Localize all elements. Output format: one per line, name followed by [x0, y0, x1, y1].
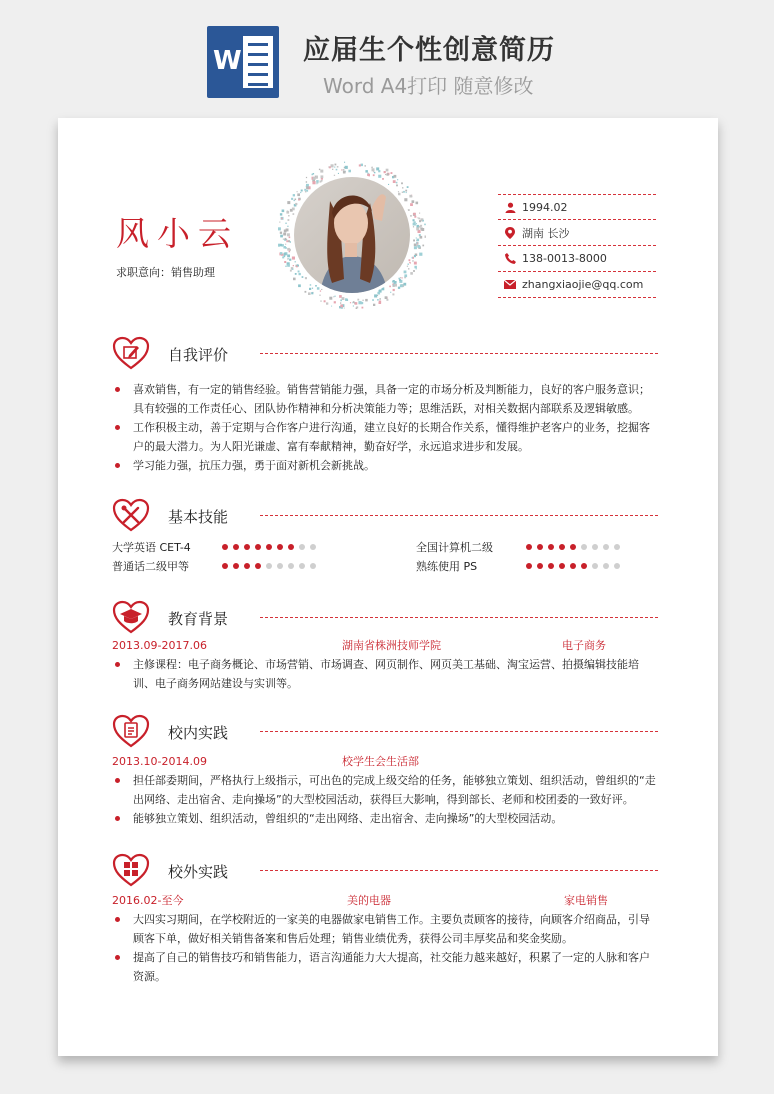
contact-birth [498, 194, 656, 220]
skill-dot [548, 563, 554, 569]
section-divider [260, 353, 658, 354]
skill-dot [310, 544, 316, 550]
campus-org: 校学生会生活部 [342, 755, 419, 768]
education-school: 湖南省株洲技师学院 [342, 639, 441, 652]
grid-icon [112, 853, 150, 891]
external-period: 2016.02-至今 [112, 894, 184, 907]
campus-meta [112, 752, 658, 771]
skill-row [112, 556, 316, 575]
section-header-external [112, 853, 658, 887]
skill-dot [255, 544, 261, 550]
campus-block [112, 752, 658, 828]
skill-row [416, 537, 620, 556]
external-meta [112, 891, 658, 910]
contact-email[interactable] [498, 272, 656, 298]
section-divider [260, 617, 658, 618]
external-role: 家电销售 [564, 894, 608, 907]
section-title: 基本技能 [168, 508, 229, 526]
person-icon [498, 202, 522, 213]
skill-dot [548, 544, 554, 550]
skill-dot [277, 563, 283, 569]
skill-label: 熟练使用 PS [416, 559, 478, 573]
contact-list [498, 194, 656, 298]
skill-level-dots [526, 563, 620, 569]
skill-dot [299, 563, 305, 569]
skill-dot [277, 544, 283, 550]
skill-dot [222, 544, 228, 550]
list-item: 大四实习期间，在学校附近的一家美的电器做家电销售工作。主要负责顾客的接待，向顾客介绍商品，引导顾客下单，做好相关销售备案和售后处理；销售业绩优秀，获得公司丰厚奖品和奖金奖励。 [112, 910, 658, 948]
contact-phone [498, 246, 656, 272]
banner-title: 应届生个性创意简历 [303, 35, 555, 66]
word-icon [207, 26, 279, 98]
skill-dot [526, 544, 532, 550]
external-block [112, 891, 658, 986]
list-item: 喜欢销售，有一定的销售经验。销售营销能力强，具备一定的市场分析及判断能力，良好的客户服务意识；具有较强的工作责任心、团队协作精神和分析决策能力等；思维活跃，对相关数据内部联系及逻辑敏感。 [112, 380, 658, 418]
education-period: 2013.09-2017.06 [112, 639, 207, 652]
skill-dot [288, 563, 294, 569]
self-evaluation [112, 380, 658, 475]
profile-photo [278, 161, 426, 309]
contact-location [498, 220, 656, 246]
skill-dot [288, 544, 294, 550]
contact-text: 138-0013-8000 [522, 252, 607, 265]
banner [0, 0, 774, 110]
skill-dot [603, 544, 609, 550]
section-divider [260, 870, 658, 871]
list-item: 学习能力强，抗压力强，勇于面对新机会新挑战。 [112, 456, 658, 475]
section-header-education [112, 600, 658, 634]
skill-dot [559, 563, 565, 569]
skill-dot [581, 544, 587, 550]
skill-label: 普通话二级甲等 [112, 559, 189, 573]
tools-icon [112, 498, 150, 536]
list-item: 工作积极主动，善于定期与合作客户进行沟通，建立良好的长期合作关系，懂得维护老客户的业务，挖掘客户的最大潜力。为人阳光谦虚、富有奉献精神，勤奋好学，永远追求进步和发展。 [112, 418, 658, 456]
job-intent: 求职意向：销售助理 [116, 266, 215, 279]
skill-dot [244, 563, 250, 569]
skill-dot [614, 563, 620, 569]
skill-level-dots [526, 544, 620, 550]
section-header-campus [112, 714, 658, 748]
skill-label: 全国计算机二级 [416, 540, 493, 554]
section-title: 校外实践 [168, 863, 229, 881]
skill-dot [592, 563, 598, 569]
section-title: 教育背景 [168, 610, 229, 628]
skill-dot [570, 544, 576, 550]
skill-dot [537, 544, 543, 550]
skill-dot [592, 544, 598, 550]
skill-dot [581, 563, 587, 569]
candidate-name: 风小云 [116, 214, 239, 253]
skill-row [112, 537, 316, 556]
contact-text: 1994.02 [522, 200, 568, 214]
banner-subtitle: Word A4打印 随意修改 [323, 74, 534, 98]
skill-dot [559, 544, 565, 550]
skill-dot [299, 544, 305, 550]
edit-icon [112, 336, 150, 374]
document-icon [112, 714, 150, 752]
skill-dot [570, 563, 576, 569]
section-header-skills [112, 498, 658, 532]
skill-level-dots [222, 563, 316, 569]
section-divider [260, 731, 658, 732]
phone-icon [498, 253, 522, 264]
list-item: 担任部委期间，严格执行上级指示，可出色的完成上级交给的任务，能够独立策划、组织活动，曾组织的“走出网络、走出宿舍、走向操场”的大型校园活动，获得巨大影响，得到部长、老师和校团委的一致好评。 [112, 771, 658, 809]
contact-text: 湖南 长沙 [522, 226, 570, 240]
contact-text: zhangxiaojie@qq.com [522, 278, 644, 291]
external-company: 美的电器 [347, 894, 391, 907]
section-divider [260, 515, 658, 516]
skill-level-dots [222, 544, 316, 550]
location-icon [498, 227, 522, 239]
skill-dot [255, 563, 261, 569]
skill-dot [233, 563, 239, 569]
skill-dot [310, 563, 316, 569]
word-logo-letter: W [213, 46, 242, 76]
skill-label: 大学英语 CET-4 [112, 540, 191, 554]
skill-dot [614, 544, 620, 550]
skill-dot [526, 563, 532, 569]
skill-row [416, 556, 620, 575]
skill-dot [266, 544, 272, 550]
section-title: 校内实践 [168, 724, 229, 742]
skill-dot [537, 563, 543, 569]
skill-dot [244, 544, 250, 550]
graduation-cap-icon [112, 600, 150, 638]
section-title: 自我评价 [168, 346, 229, 364]
education-meta [112, 636, 658, 655]
campus-period: 2013.10-2014.09 [112, 755, 207, 768]
list-item: 主修课程：电子商务概论、市场营销、市场调查、网页制作、网页美工基础、淘宝运营、拍摄编辑技能培训、电子商务网站建设与实训等。 [112, 655, 658, 693]
education-block [112, 636, 658, 693]
section-header-self [112, 336, 658, 370]
education-major: 电子商务 [562, 639, 606, 652]
skill-dot [603, 563, 609, 569]
skill-dot [266, 563, 272, 569]
skill-dot [222, 563, 228, 569]
resume-page [58, 118, 718, 1056]
list-item: 能够独立策划、组织活动，曾组织的“走出网络、走出宿舍、走向操场”的大型校园活动。 [112, 809, 658, 828]
skill-dot [233, 544, 239, 550]
mail-icon [498, 280, 522, 289]
list-item: 提高了自己的销售技巧和销售能力，语言沟通能力大大提高，社交能力越来越好，积累了一定的人脉和客户资源。 [112, 948, 658, 986]
